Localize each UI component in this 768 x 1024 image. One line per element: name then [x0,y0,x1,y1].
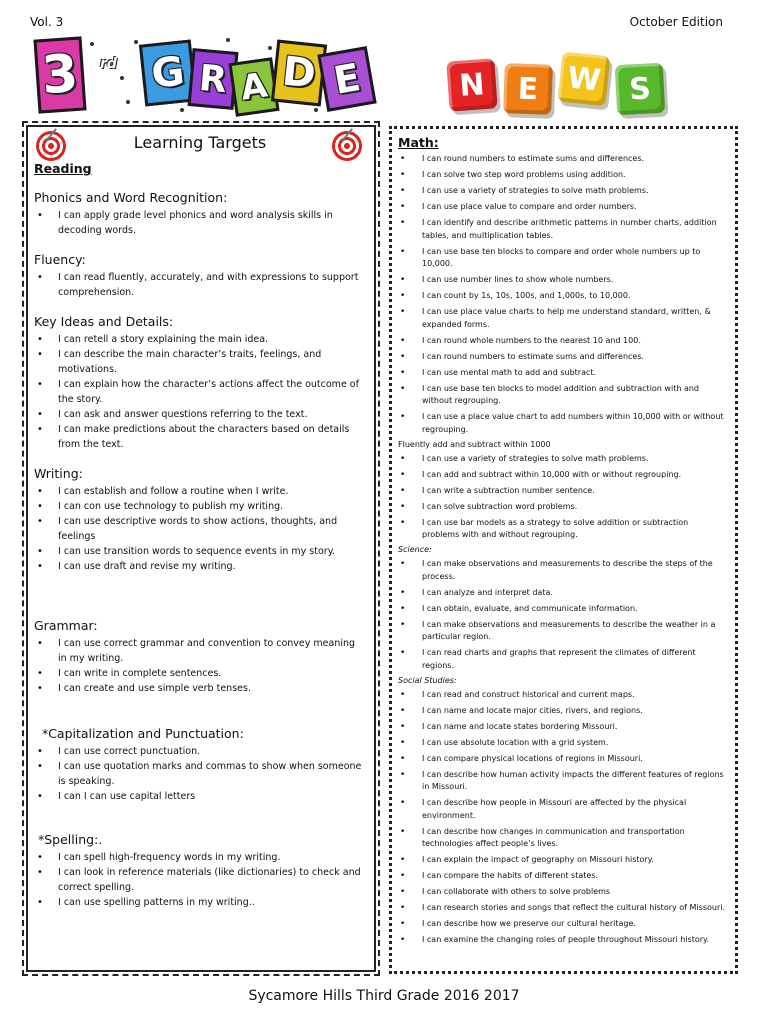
science-label: Science: [398,545,432,554]
list-item: • I can use number lines to show whole numbers. [398,274,727,287]
logo-tile-letter: D [271,40,327,107]
list-item: • I can use place value charts to help me understand standard, written, & expanded forms. [398,306,727,331]
subjects-panel [389,126,738,974]
list-item: • I can read and construct historical and current maps. [398,689,727,702]
section-list [34,744,366,804]
list-item: • I can use correct grammar and convention to convey meaning in my writing. [34,636,366,666]
list-item: • I can explain the impact of geography on Missouri history. [398,854,727,867]
list-item: • I can examine the changing roles of people throughout Missouri history. [398,934,727,947]
grade-logo [30,36,382,116]
list-item: • I can make observations and measurements to describe the steps of the process. [398,558,727,583]
list-item: • I can round numbers to estimate sums and differences. [398,351,727,364]
logo-suffix: rd [100,56,117,72]
list-item: • I can use place value to compare and order numbers. [398,201,727,214]
section-list [34,484,366,574]
list-item: • I can use quotation marks and commas to show when someone is speaking. [34,759,366,789]
list-item: • I can establish and follow a routine when I write. [34,484,366,499]
list-item: • I can name and locate major cities, rivers, and regions. [398,705,727,718]
section-title: Grammar: [34,618,98,633]
list-item: • I can make observations and measurements to describe the weather in a particular region. [398,619,727,644]
fluency-list [398,453,727,542]
list-item: • I can spell high-frequency words in my writing. [34,850,366,865]
list-item: • I can describe how human activity impacts the different features of regions in Missouri. [398,769,727,794]
logo-tile-letter: R [188,48,239,110]
target-icon [36,131,66,161]
list-item: • I can use transition words to sequence events in my story. [34,544,366,559]
list-item: • I can collaborate with others to solve problems [398,886,727,899]
list-item: • I can use correct punctuation. [34,744,366,759]
list-item: • I can create and use simple verb tenses. [34,681,366,696]
list-item: • I can use base ten blocks to compare and order whole numbers up to 10,000. [398,246,727,271]
list-item: • I can use absolute location with a grid system. [398,737,727,750]
news-cube: W [558,52,611,107]
news-cube: S [615,63,666,115]
news-cube: N [446,58,497,111]
news-logo [444,48,674,114]
reading-sections [34,190,366,910]
list-item: • I can retell a story explaining the main idea. [34,332,366,347]
list-item: • I can research stories and songs that reflect the cultural history of Missouri. [398,902,727,915]
list-item: • I can describe how people in Missouri are affected by the physical environment. [398,797,727,822]
edition-label: October Edition [629,15,723,29]
list-item: • I can round whole numbers to the nearest 10 and 100. [398,335,727,348]
list-item: • I can use base ten blocks to model addition and subtraction with and without regrouping. [398,383,727,408]
section-title: *Spelling:. [34,832,103,847]
list-item: • I can obtain, evaluate, and communicate information. [398,603,727,616]
list-item: • I can write a subtraction number sentence. [398,485,727,498]
target-icon [332,131,362,161]
list-item: • I can use a variety of strategies to solve math problems. [398,185,727,198]
list-item: • I can explain how the character’s actions affect the outcome of the story. [34,377,366,407]
list-item: • I can solve two step word problems using addition. [398,169,727,182]
list-item: • I can compare the habits of different states. [398,870,727,883]
section-list [34,850,366,910]
list-item: • I can describe the main character’s traits, feelings, and motivations. [34,347,366,377]
list-item: • I can round numbers to estimate sums and differences. [398,153,727,166]
logo-tile-letter: A [228,57,279,117]
list-item: • I can read charts and graphs that represent the climates of different regions. [398,647,727,672]
news-cube: E [503,63,553,115]
section-title: Phonics and Word Recognition: [34,190,228,205]
list-item: • I can use mental math to add and subtract. [398,367,727,380]
list-item: • I can use bar models as a strategy to solve addition or subtraction problems with and without regrouping. [398,517,727,542]
list-item: • I can name and locate states bordering Missouri. [398,721,727,734]
social-studies-list [398,689,727,947]
fluency-label: Fluently add and subtract within 1000 [398,439,551,449]
list-item: • I can analyze and interpret data. [398,587,727,600]
math-list [398,153,727,436]
list-item: • I can read fluently, accurately, and with expressions to support comprehension. [34,270,366,300]
list-item: • I can use a place value chart to add numbers within 10,000 with or without regrouping. [398,411,727,436]
list-item: • I can con use technology to publish my writing. [34,499,366,514]
list-item: • I can use a variety of strategies to solve math problems. [398,453,727,466]
list-item: • I can compare physical locations of regions in Missouri. [398,753,727,766]
math-heading: Math: [398,135,439,150]
learning-targets-title: Learning Targets [133,133,267,152]
list-item: • I can make predictions about the characters based on details from the text. [34,422,366,452]
list-item: • I can ask and answer questions referring to the text. [34,407,366,422]
list-item: • I can add and subtract within 10,000 with or without regrouping. [398,469,727,482]
learning-targets-panel [22,121,380,976]
list-item: • I can use draft and revise my writing. [34,559,366,574]
logo-tile-letter: G [139,39,197,106]
section-list [34,270,366,300]
logo-tile-letter: E [317,46,376,112]
footer-text: Sycamore Hills Third Grade 2016 2017 [248,988,520,1004]
list-item: • I can use spelling patterns in my writing.. [34,895,366,910]
logo-tile-number: 3 [33,36,86,113]
list-item: • I can look in reference materials (like dictionaries) to check and correct spelling. [34,865,366,895]
reading-heading: Reading [34,161,92,176]
list-item: • I can I can use capital letters [34,789,366,804]
social-studies-label: Social Studies: [398,675,457,685]
section-list [34,332,366,452]
list-item: • I can use descriptive words to show actions, thoughts, and feelings [34,514,366,544]
section-list [34,636,366,696]
list-item: • I can solve subtraction word problems. [398,501,727,514]
volume-label: Vol. 3 [30,15,64,29]
section-title: Writing: [34,466,83,481]
list-item: • I can write in complete sentences. [34,666,366,681]
section-title: *Capitalization and Punctuation: [34,726,244,741]
science-list [398,558,727,672]
list-item: • I can describe how we preserve our cultural heritage. [398,918,727,931]
list-item: • I can apply grade level phonics and word analysis skills in decoding words. [34,208,366,238]
section-title: Fluency: [34,252,86,267]
list-item: • I can describe how changes in communication and transportation technologies affect people’s lives. [398,826,727,851]
section-list [34,208,366,238]
list-item: • I can count by 1s, 10s, 100s, and 1,000s, to 10,000. [398,290,727,303]
list-item: • I can identify and describe arithmetic patterns in number charts, addition tables, and multiplication tables. [398,217,727,242]
section-title: Key Ideas and Details: [34,314,174,329]
